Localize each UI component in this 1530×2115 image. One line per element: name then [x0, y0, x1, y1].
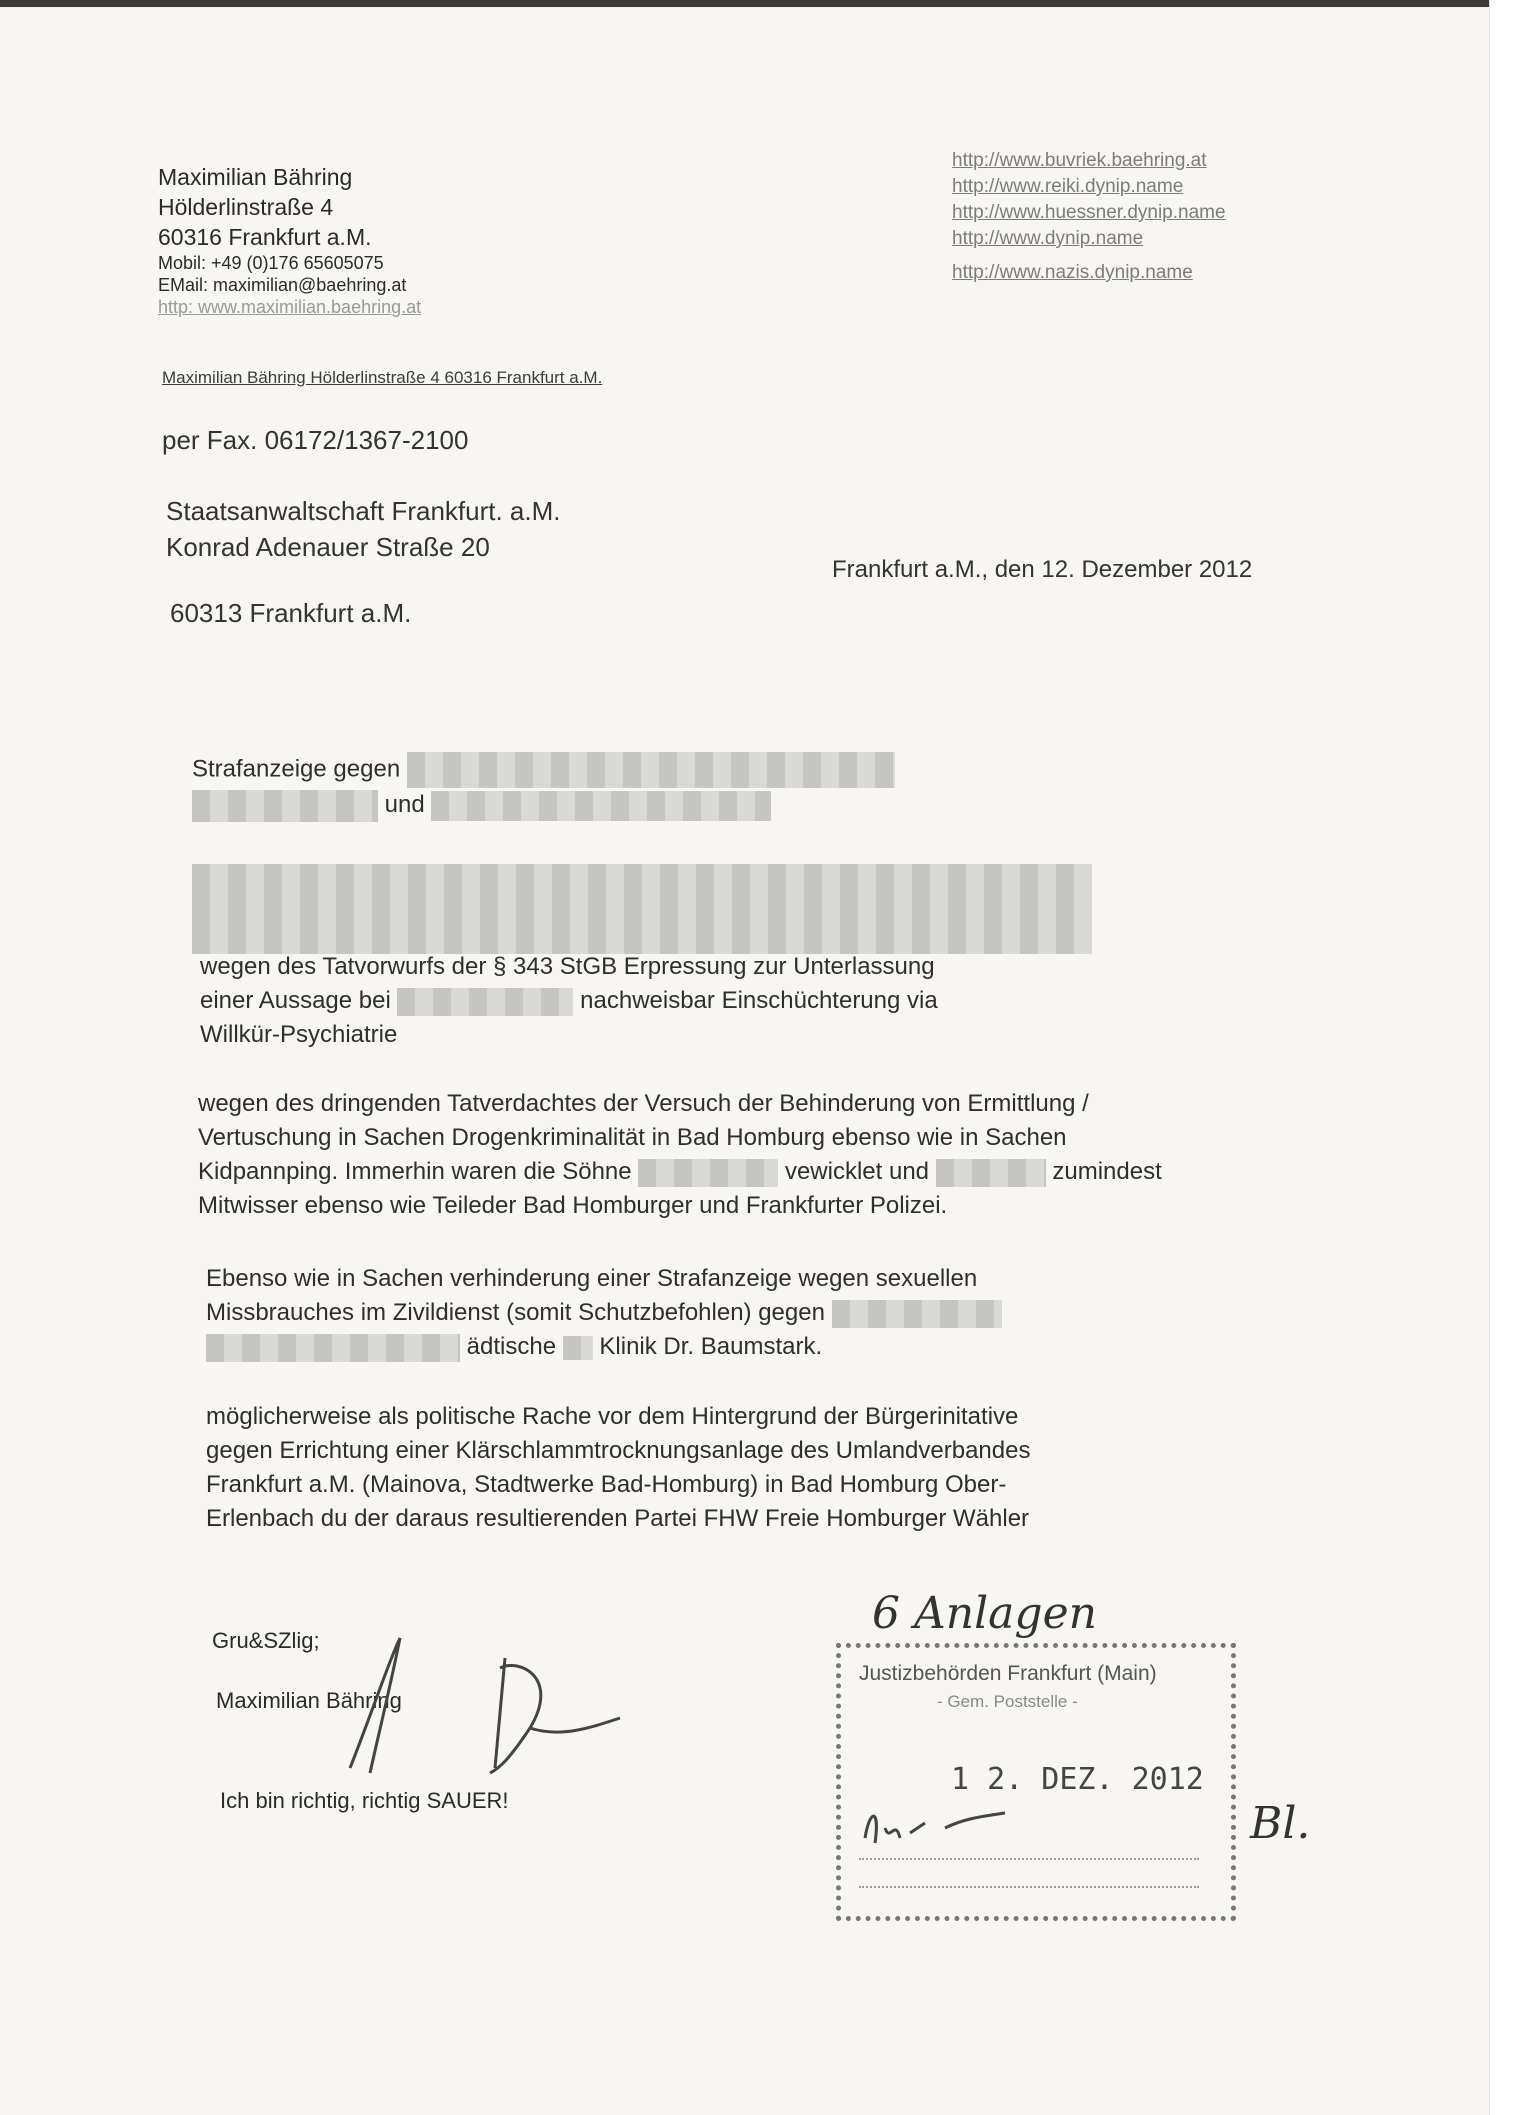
redaction-blur — [431, 791, 771, 821]
paragraph-line: Willkür-Psychiatrie — [200, 1021, 398, 1048]
scan-top-edge — [0, 0, 1490, 7]
redaction-blur — [832, 1300, 1002, 1328]
paragraph-line: Kidpannping. Immerhin waren die Söhne — [198, 1158, 632, 1185]
paragraph-abuse — [206, 1262, 1002, 1364]
paragraph-line: Klinik Dr. Baumstark. — [599, 1333, 823, 1360]
paragraph-line: nachweisbar Einschüchterung via — [580, 987, 938, 1014]
link-list — [952, 148, 1226, 286]
postscript: Ich bin richtig, richtig SAUER! — [220, 1788, 509, 1813]
redaction-blur — [936, 1159, 1046, 1187]
stamp-office: - Gem. Poststelle - — [937, 1692, 1078, 1711]
stamp-authority: Justizbehörden Frankfurt (Main) — [859, 1662, 1157, 1685]
subject-block — [192, 752, 1092, 954]
recipient-name: Staatsanwaltschaft Frankfurt. a.M. — [166, 496, 561, 526]
sender-city: 60316 Frankfurt a.M. — [158, 224, 372, 250]
sender-mobile: Mobil: +49 (0)176 65605075 — [158, 253, 384, 273]
paragraph-line: zumindest — [1052, 1158, 1162, 1185]
paragraph-line: möglicherweise als politische Rache vor dem Hintergrund der Bürgerinitative — [206, 1403, 1019, 1430]
sender-block — [158, 162, 421, 318]
link-item[interactable]: http://www.reiki.dynip.name — [952, 176, 1184, 197]
link-item[interactable]: http://www.dynip.name — [952, 228, 1144, 249]
paragraph-line: Mitwisser ebenso wie Teileder Bad Homburger und Frankfurter Polizei. — [198, 1192, 948, 1219]
attachments-note: 6 Anlagen — [872, 1588, 1097, 1639]
paragraph-line: Frankfurt a.M. (Mainova, Stadtwerke Bad-Homburg) in Bad Homburg Ober- — [206, 1471, 1007, 1498]
paragraph-line: gegen Errichtung einer Klärschlammtrocknungsanlage des Umlandverbandes — [206, 1437, 1031, 1464]
handwritten-initials: Bl. — [1250, 1798, 1311, 1849]
paragraph-line: wegen des dringenden Tatverdachtes der Versuch der Behinderung von Ermittlung / — [198, 1090, 1089, 1117]
redaction-blur — [563, 1336, 593, 1360]
closing: Gru&SZlig; — [212, 1628, 320, 1653]
paragraph-line: vewicklet und — [784, 1158, 930, 1185]
sender-street: Hölderlinstraße 4 — [158, 194, 334, 220]
recipient-street: Konrad Adenauer Straße 20 — [166, 532, 490, 562]
paragraph-line: wegen des Tatvorwurfs der § 343 StGB Erpressung zur Unterlassung — [200, 953, 935, 980]
paragraph-political — [206, 1400, 1030, 1536]
redaction-blur — [638, 1159, 778, 1187]
sender-email: EMail: maximilian@baehring.at — [158, 275, 407, 295]
redaction-blur — [206, 1334, 460, 1362]
recipient-block — [166, 493, 561, 565]
signature-name: Maximilian Bähring — [216, 1688, 402, 1713]
stamp-date: 1 2. DEZ. 2012 — [951, 1762, 1204, 1797]
link-item[interactable]: http://www.nazis.dynip.name — [952, 262, 1193, 283]
stamp-lines — [859, 1838, 1199, 1894]
letter-date: Frankfurt a.M., den 12. Dezember 2012 — [832, 556, 1253, 583]
receipt-stamp — [836, 1643, 1236, 1921]
handwritten-signature — [330, 1598, 630, 1798]
sender-web: http: www.maximilian.baehring.at — [158, 297, 422, 317]
return-address: Maximilian Bähring Hölderlinstraße 4 60316 Frankfurt a.M. — [162, 368, 603, 387]
paragraph-line: einer Aussage bei — [200, 987, 391, 1014]
paragraph-obstruction — [198, 1087, 1162, 1223]
subject-and: und — [384, 791, 425, 818]
link-item[interactable]: http://www.huessner.dynip.name — [952, 202, 1226, 223]
link-item[interactable]: http://www.buvriek.baehring.at — [952, 150, 1207, 171]
paragraph-line: ädtische — [466, 1333, 557, 1360]
fax-line: per Fax. 06172/1367-2100 — [162, 425, 469, 455]
redaction-blur — [407, 752, 895, 788]
redaction-blur — [192, 790, 378, 822]
redaction-blur — [192, 864, 1092, 954]
paragraph-line: Erlenbach du der daraus resultierenden Partei FHW Freie Homburger Wähler — [206, 1505, 1030, 1532]
sender-name: Maximilian Bähring — [158, 164, 353, 190]
paragraph-line: Missbrauches im Zivildienst (somit Schutzbefohlen) gegen — [206, 1299, 825, 1326]
subject-prefix: Strafanzeige gegen — [192, 755, 401, 783]
paragraph-line: Ebenso wie in Sachen verhinderung einer Strafanzeige wegen sexuellen — [206, 1265, 978, 1292]
paragraph-line: Vertuschung in Sachen Drogenkriminalität in Bad Homburg ebenso wie in Sachen — [198, 1124, 1067, 1151]
paragraph-extortion — [200, 950, 938, 1052]
scan-right-margin — [1489, 0, 1530, 2115]
redaction-blur — [397, 988, 573, 1016]
recipient-city: 60313 Frankfurt a.M. — [170, 598, 412, 628]
